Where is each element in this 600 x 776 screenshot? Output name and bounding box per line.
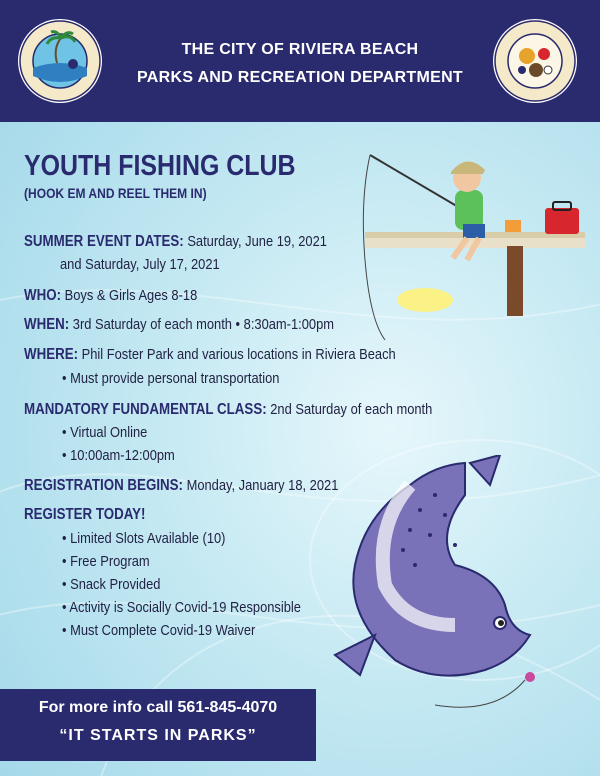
register-bullet: • Snack Provided xyxy=(62,576,161,593)
event-dates-line xyxy=(24,233,327,251)
flyer-subtitle: (HOOK EM AND REEL THEM IN) xyxy=(24,185,207,201)
register-bullet: • Free Program xyxy=(62,553,150,570)
where-value: Phil Foster Park and various locations in Riviera Beach xyxy=(81,346,396,363)
who-value: Boys & Girls Ages 8-18 xyxy=(64,287,198,304)
where-line xyxy=(24,346,396,364)
class-bullet: • Virtual Online xyxy=(62,424,148,441)
register-bullet: • Must Complete Covid-19 Waiver xyxy=(62,622,256,639)
register-bullet: • Limited Slots Available (10) xyxy=(62,530,226,547)
who-line xyxy=(24,287,197,305)
class-label: MANDATORY FUNDAMENTAL CLASS: xyxy=(24,401,267,418)
slogan: “IT STARTS IN PARKS” xyxy=(59,727,257,744)
class-value: 2nd Saturday of each month xyxy=(270,401,433,418)
header-line-1: THE CITY OF RIVIERA BEACH xyxy=(181,41,419,58)
where-bullet: • Must provide personal transportation xyxy=(62,370,280,387)
jumping-trout-illustration xyxy=(315,455,585,725)
parks-seal-right xyxy=(492,18,578,104)
flyer-content xyxy=(24,150,464,202)
event-dates-value-2: and Saturday, July 17, 2021 xyxy=(60,256,220,273)
registration-value: Monday, January 18, 2021 xyxy=(186,477,339,494)
header-line-2: PARKS AND RECREATION DEPARTMENT xyxy=(136,69,464,86)
event-dates-label: SUMMER EVENT DATES: xyxy=(24,233,184,250)
event-dates-line-2 xyxy=(60,256,220,273)
header-banner xyxy=(0,0,600,122)
class-bullet: • 10:00am-12:00pm xyxy=(62,447,175,464)
registration-label: REGISTRATION BEGINS: xyxy=(24,477,183,494)
when-line xyxy=(24,316,334,334)
event-dates-value: Saturday, June 19, 2021 xyxy=(187,233,327,250)
register-today-line xyxy=(24,506,145,524)
flyer-title: YOUTH FISHING CLUB xyxy=(24,150,296,182)
registration-line xyxy=(24,477,338,495)
when-value: 3rd Saturday of each month • 8:30am-1:00pm xyxy=(72,316,335,333)
when-label: WHEN: xyxy=(24,316,70,333)
contact-info: For more info call 561-845-4070 xyxy=(38,699,278,716)
register-today-label: REGISTER TODAY! xyxy=(24,506,146,523)
register-bullet: • Activity is Socially Covid-19 Responsible xyxy=(62,599,301,616)
class-line xyxy=(24,401,432,419)
who-label: WHO: xyxy=(24,287,62,304)
where-label: WHERE: xyxy=(24,346,79,363)
header-title xyxy=(120,36,480,92)
footer-banner xyxy=(0,689,316,761)
city-seal-left xyxy=(17,18,103,104)
